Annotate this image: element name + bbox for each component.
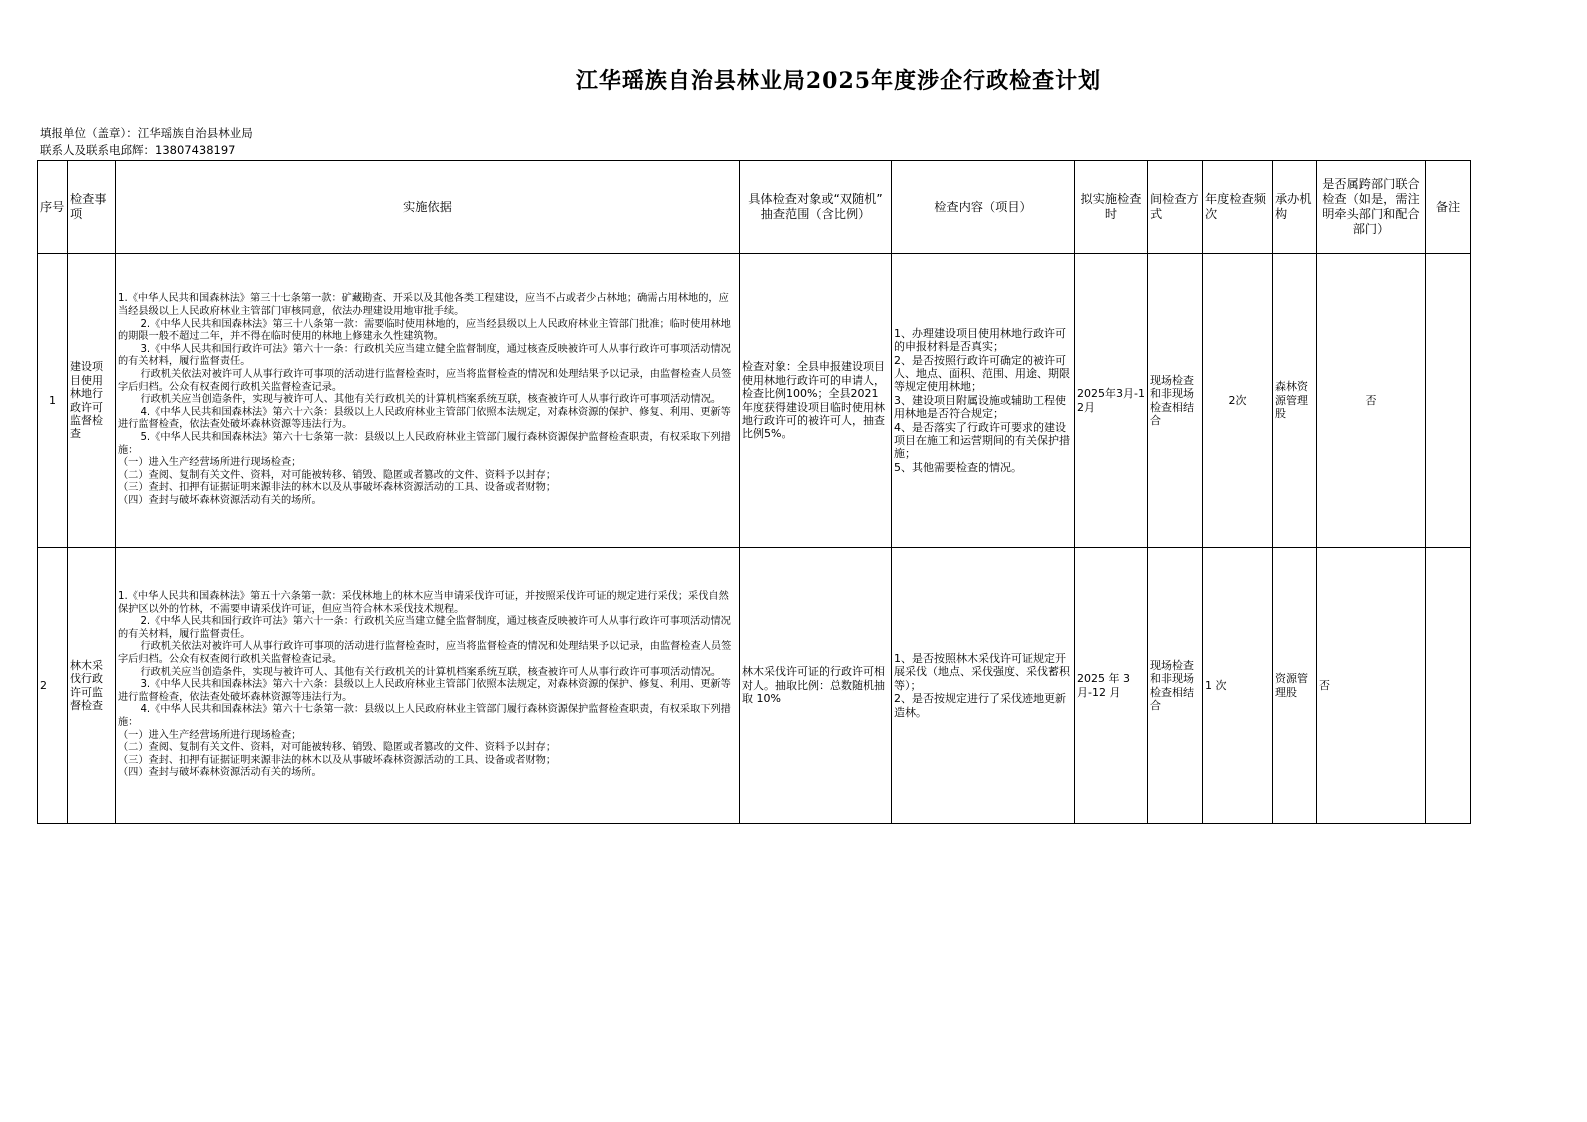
content-line: 3、建设项目附属设施或辅助工程使用林地是否符合规定； xyxy=(894,393,1066,421)
row-method: 现场检查和非现场检查相结合 xyxy=(1148,548,1203,824)
header-method: 间检查方式 xyxy=(1148,161,1203,254)
row-note xyxy=(1426,254,1471,548)
row-item: 建设项目使用林地行政许可监督检查 xyxy=(68,254,116,548)
basis-line: （三）查封、扣押有证据证明来源非法的林木以及从事破坏森林资源活动的工具、设备或者财物； xyxy=(118,482,557,494)
basis-line: 2.《中华人民共和国行政许可法》第六十一条：行政机关应当建立健全监督制度，通过核查反映被许可人从事行政许可事项活动情况的有关材料，履行监督责任。 xyxy=(118,616,731,640)
basis-line: 1.《中华人民共和国森林法》第三十七条第一款：矿藏勘查、开采以及其他各类工程建设，应当不占或者少占林地；确需占用林地的，应当经县级以上人民政府林业主管部门审核同意，依法办理建设用地审批手续。 xyxy=(118,293,729,318)
header-note: 备注 xyxy=(1426,161,1471,254)
row-basis xyxy=(116,548,740,824)
basis-line: （三）查封、扣押有证据证明来源非法的林木以及从事破坏森林资源活动的工具、设备或者财物； xyxy=(118,754,557,766)
row-time: 2025年3月-12月 xyxy=(1075,254,1148,548)
basis-line: 5.《中华人民共和国森林法》第六十七条第一款：县级以上人民政府林业主管部门履行森林资源保护监督检查职责，有权采取下列措施： xyxy=(118,431,731,456)
basis-line: 3.《中华人民共和国森林法》第六十六条：县级以上人民政府林业主管部门依照本法规定，对森林资源的保护、修复、利用、更新等进行监督检查，依法查处破坏森林资源等违法行为。 xyxy=(118,679,731,703)
header-basis: 实施依据 xyxy=(116,161,740,254)
row-object: 检查对象：全县申报建设项目使用林地行政许可的申请人，检查比例100%；全县2021年度获得建设项目临时使用林地行政许可的被许可人，抽查比例5%。 xyxy=(740,254,892,548)
row-cross: 否 xyxy=(1317,254,1426,548)
basis-line: 4.《中华人民共和国森林法》第六十六条：县级以上人民政府林业主管部门依照本法规定，对森林资源的保护、修复、利用、更新等进行监督检查，依法查处破坏森林资源等违法行为。 xyxy=(118,406,731,431)
basis-line: （四）查封与破坏森林资源活动有关的场所。 xyxy=(118,767,322,779)
basis-line: （一）进入生产经营场所进行现场检查； xyxy=(118,729,302,741)
header-seq: 序号 xyxy=(38,161,68,254)
row-content xyxy=(892,254,1075,548)
row-note xyxy=(1426,548,1471,824)
row-basis xyxy=(116,254,740,548)
basis-line: 3.《中华人民共和国行政许可法》第六十一条：行政机关应当建立健全监督制度，通过核查反映被许可人从事行政许可事项活动情况的有关材料，履行监督责任。 xyxy=(118,343,731,368)
basis-line: 1.《中华人民共和国森林法》第五十六条第一款：采伐林地上的林木应当申请采伐许可证，并按照采伐许可证的规定进行采伐；采伐自然保护区以外的竹林，不需要申请采伐许可证，但应当符合林木采伐技术规程。 xyxy=(118,591,729,615)
fill-unit: 填报单位（盖章）：江华瑶族自治县林业局 xyxy=(40,126,253,140)
row-seq: 2 xyxy=(38,548,68,824)
basis-line: 行政机关应当创造条件，实现与被许可人、其他有关行政机关的计算机档案系统互联，核查被许可人从事行政许可事项活动情况。 xyxy=(140,394,722,406)
basis-line: （二）查阅、复制有关文件、资料，对可能被转移、销毁、隐匿或者篡改的文件、资料予以封存； xyxy=(118,469,557,481)
basis-line: （一）进入生产经营场所进行现场检查； xyxy=(118,457,302,469)
table-header-row xyxy=(38,161,1471,254)
content-line: 4、是否落实了行政许可要求的建设项目在施工和运营期间的有关保护措施； xyxy=(894,420,1070,461)
basis-line: 4.《中华人民共和国森林法》第六十七条第一款：县级以上人民政府林业主管部门履行森林资源保护监督检查职责，有权采取下列措施： xyxy=(118,704,731,728)
row-item: 林木采伐行政许可监督检查 xyxy=(68,548,116,824)
contact-info: 联系人及联系电邱辉：13807438197 xyxy=(40,143,236,157)
basis-line: 行政机关依法对被许可人从事行政许可事项的活动进行监督检查时，应当将监督检查的情况和处理结果予以记录，由监督检查人员签字后归档。公众有权查阅行政机关监督检查记录。 xyxy=(118,641,732,666)
header-cross: 是否属跨部门联合 检查（如是，需注 明牵头部门和配合部门） xyxy=(1317,161,1426,254)
row-cross: 否 xyxy=(1317,548,1426,824)
header-object: 具体检查对象或“双随机” 抽查范围（含比例） xyxy=(740,161,892,254)
header-org: 承办机构 xyxy=(1273,161,1317,254)
content-line: 1、办理建设项目使用林地行政许可的申报材料是否真实； xyxy=(894,326,1066,354)
header-freq: 年度检查频次 xyxy=(1203,161,1273,254)
content-line: 5、其他需要检查的情况。 xyxy=(894,460,1022,474)
content-line: 2、是否按规定进行了采伐迹地更新造林。 xyxy=(894,692,1066,719)
row-object: 林木采伐许可证的行政许可相对人。抽取比例：总数随机抽取 10% xyxy=(740,548,892,824)
header-time: 拟实施检查时 xyxy=(1075,161,1148,254)
table-row xyxy=(38,254,1471,548)
row-org: 森林资源管理股 xyxy=(1273,254,1317,548)
row-seq: 1 xyxy=(38,254,68,548)
basis-line: （四）查封与破坏森林资源活动有关的场所。 xyxy=(118,494,322,506)
basis-line: （二）查阅、复制有关文件、资料，对可能被转移、销毁、隐匿或者篡改的文件、资料予以封存； xyxy=(118,742,557,754)
basis-line: 行政机关应当创造条件，实现与被许可人、其他有关行政机关的计算机档案系统互联，核查被许可人从事行政许可事项活动情况。 xyxy=(140,666,722,678)
basis-line: 行政机关依法对被许可人从事行政许可事项的活动进行监督检查时，应当将监督检查的情况和处理结果予以记录，由监督检查人员签字后归档。公众有权查阅行政机关监督检查记录。 xyxy=(118,369,732,393)
row-freq: 1 次 xyxy=(1203,548,1273,824)
row-content xyxy=(892,548,1075,824)
header-item: 检查事项 xyxy=(68,161,116,254)
content-line: 2、是否按照行政许可确定的被许可人、地点、面积、范围、用途、期限等规定使用林地； xyxy=(894,353,1070,394)
inspection-plan-table xyxy=(37,160,1471,824)
header-content: 检查内容（项目） xyxy=(892,161,1075,254)
row-time: 2025 年 3 月-12 月 xyxy=(1075,548,1148,824)
content-line: 1、是否按照林木采伐许可证规定开展采伐（地点、采伐强度、采伐蓄积等）； xyxy=(894,651,1070,692)
row-org: 资源管理股 xyxy=(1273,548,1317,824)
basis-line: 2.《中华人民共和国森林法》第三十八条第一款：需要临时使用林地的，应当经县级以上人民政府林业主管部门批准；临时使用林地的期限一般不超过二年，并不得在临时使用的林地上修建永久性建筑物。 xyxy=(118,318,731,343)
table-row xyxy=(38,548,1471,824)
page-title: 江华瑶族自治县林业局2025年度涉企行政检查计划 xyxy=(575,68,1102,94)
row-freq: 2次 xyxy=(1203,254,1273,548)
row-method: 现场检查和非现场检查相结合 xyxy=(1148,254,1203,548)
